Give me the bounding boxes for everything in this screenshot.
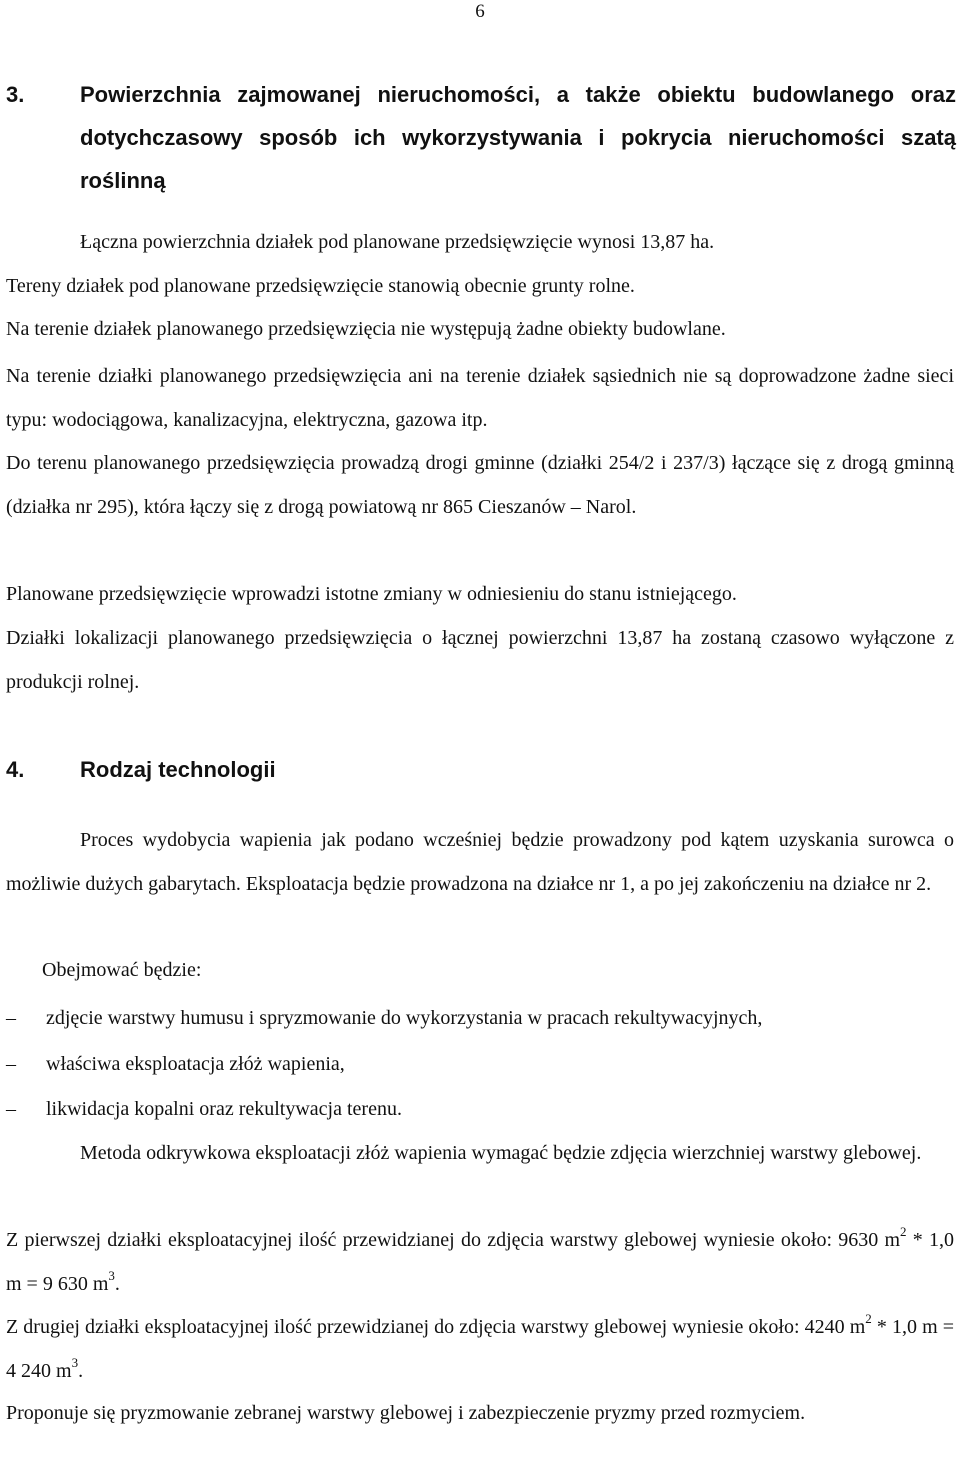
list-dash: – [6,1098,16,1120]
paragraph [6,1306,954,1393]
paragraph: Na terenie działek planowanego przedsięwzięcia nie występują żadne obiekty budowlane. [6,318,726,340]
paragraph-text: Z drugiej działki eksploatacyjnej ilość przewidzianej do zdjęcia warstwy glebowej wyniesie około: 4240 m [6,1316,866,1338]
list-item-text: zdjęcie warstwy humusu i spryzmowanie do wykorzystania w pracach rekultywacyjnych, [46,1007,763,1029]
list-item-text: likwidacja kopalni oraz rekultywacja terenu. [46,1098,402,1120]
paragraph: Proces wydobycia wapienia jak podano wcześniej będzie prowadzony pod kątem uzyskania surowca o możliwie dużych gabarytach. Eksploatacja będzie prowadzona na działce nr 1, a po jej zakończeniu na działce nr 2. [6,829,954,895]
paragraph-text: Z pierwszej działki eksploatacyjnej ilość przewidzianej do zdjęcia warstwy glebowej wyniesie około: 9630 m [6,1229,901,1251]
paragraph-text: . [78,1359,84,1382]
section-3-number: 3. [6,82,25,107]
paragraph: Łączna powierzchnia działek pod planowane przedsięwzięcie wynosi 13,87 ha. [80,231,715,253]
paragraph: Działki lokalizacji planowanego przedsięwzięcia o łącznej powierzchni 13,87 ha zostaną czasowo wyłączone z produkcji rolnej. [6,627,954,693]
list-dash: – [6,1053,16,1075]
section-4-number: 4. [6,757,25,782]
paragraph [6,1219,954,1306]
paragraph-text: . [114,1272,120,1295]
section-4-title: Rodzaj technologii [80,757,276,782]
paragraph: Proponuje się pryzmowanie zebranej warstwy glebowej i zabezpieczenie pryzmy przed rozmyciem. [6,1402,806,1424]
page-number: 6 [475,1,485,22]
paragraph: Planowane przedsięwzięcie wprowadzi istotne zmiany w odniesieniu do stanu istniejącego. [6,583,737,605]
paragraph: Tereny działek pod planowane przedsięwzięcie stanowią obecnie grunty rolne. [6,275,635,297]
superscript: 3 [71,1354,79,1370]
paragraph: Metoda odkrywkowa eksploatacji złóż wapienia wymagać będzie zdjęcia wierzchniej warstwy glebowej. [80,1142,922,1164]
paragraph: Obejmować będzie: [42,959,202,981]
paragraph-text: * 1,0 m = 4 240 m [6,1316,955,1382]
list-item-text: właściwa eksploatacja złóż wapienia, [46,1053,345,1075]
list-dash: – [6,1007,16,1029]
superscript: 2 [900,1224,907,1240]
paragraph: Do terenu planowanego przedsięwzięcia prowadzą drogi gminne (działki 254/2 i 237/3) łączące się z drogą gminną (działka nr 295), która łączy się z drogą powiatową nr 865 Cieszanów – Narol. [6,452,954,518]
section-3-title: Powierzchnia zajmowanej nieruchomości, a także obiektu budowlanego oraz dotychczasowy sposób ich wykorzystywania i pokrycia nieruchomości szatą roślinną [80,82,956,193]
superscript: 2 [865,1311,872,1327]
paragraph: Na terenie działki planowanego przedsięwzięcia ani na terenie działek sąsiednich nie są doprowadzone żadne sieci typu: wodociągowa, kanalizacyjna, elektryczna, gazowa itp. [6,365,954,431]
paragraph-text: * 1,0 m = 9 630 m [6,1229,955,1295]
superscript: 3 [108,1267,115,1283]
